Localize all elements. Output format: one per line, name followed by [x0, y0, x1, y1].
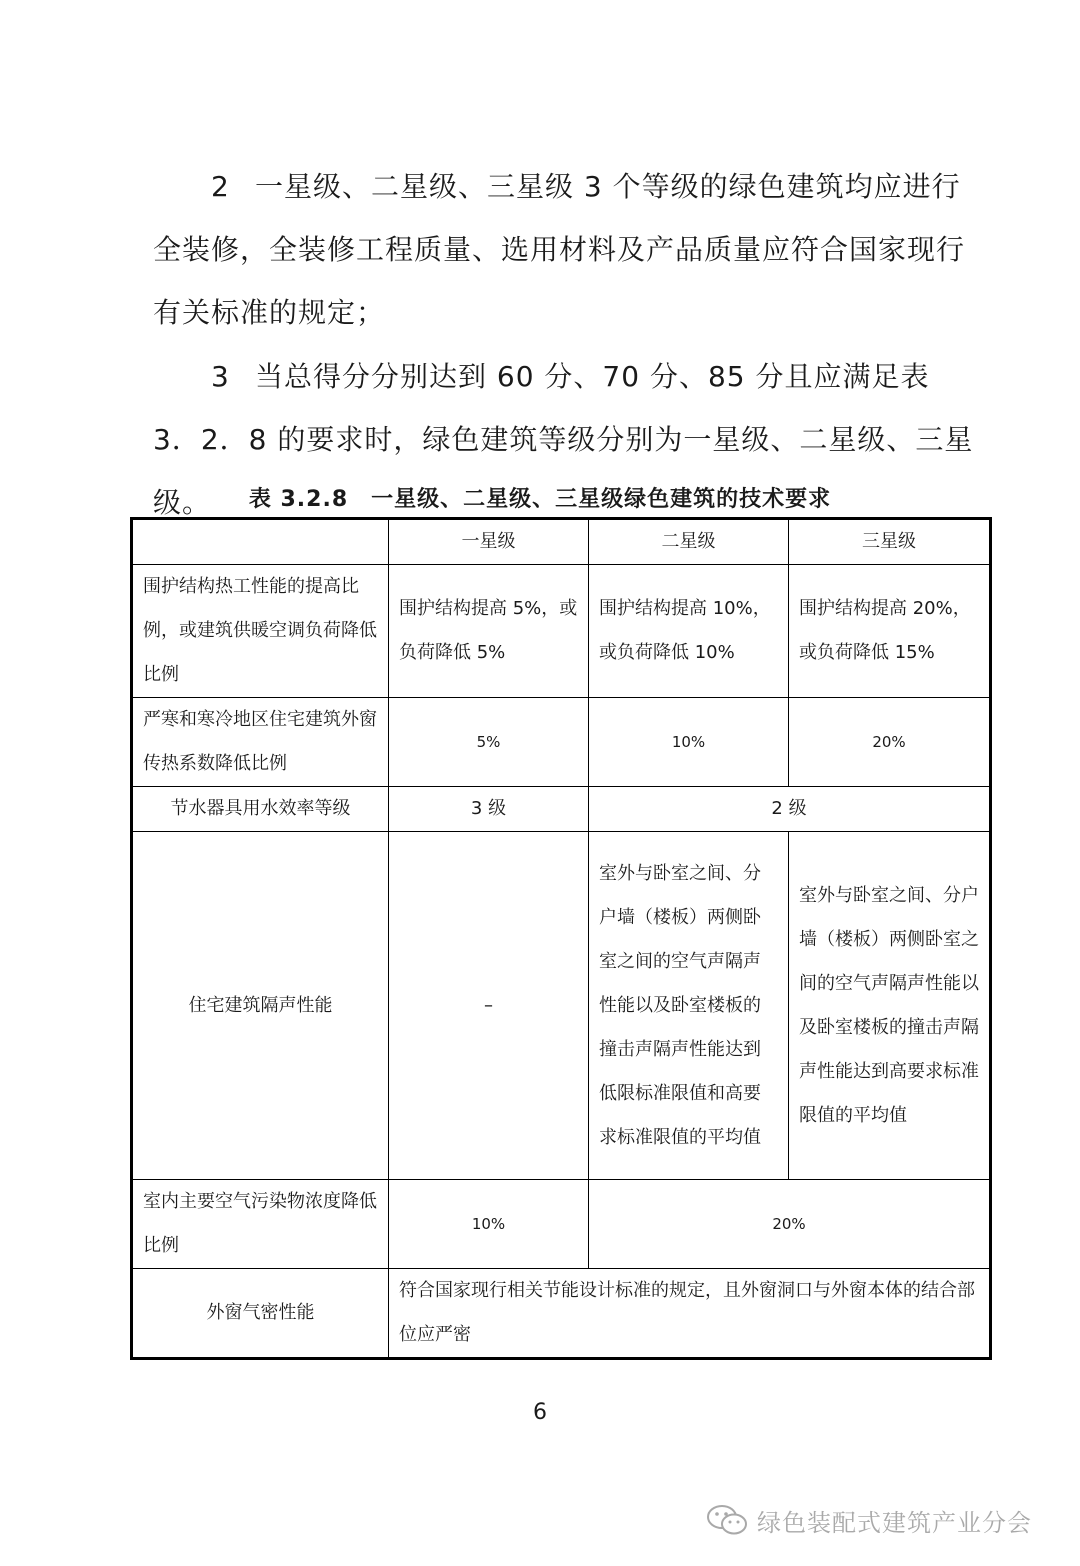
cell-star1: 10%: [389, 1180, 589, 1269]
table-row: [132, 698, 991, 787]
watermark: [705, 1500, 1032, 1540]
table-row: [132, 787, 991, 832]
header-cell-star2: 二星级: [589, 519, 789, 565]
row-label: 室内主要空气污染物浓度降低比例: [132, 1180, 389, 1269]
cell-star2: 室外与卧室之间、分户墙（楼板）两侧卧室之间的空气声隔声性能以及卧室楼板的撞击声隔声性能达到低限标准限值和高要求标准限值的平均值: [589, 832, 789, 1180]
paragraph-item-2: [153, 155, 983, 344]
paragraph-number: 2: [211, 170, 230, 203]
cell-star2-3: 2 级: [589, 787, 991, 832]
paragraph-text: 一星级、二星级、三星级 3 个等级的绿色建筑均应进行全装修，全装修工程质量、选用材料及产品质量应符合国家现行有关标准的规定；: [153, 170, 966, 329]
header-cell-empty: [132, 519, 389, 565]
row-label: 住宅建筑隔声性能: [132, 832, 389, 1180]
table-header-row: [132, 519, 991, 565]
table-row: [132, 832, 991, 1180]
table-row: [132, 1180, 991, 1269]
requirements-table: [130, 517, 992, 1360]
row-label: 外窗气密性能: [132, 1269, 389, 1359]
page-number: 6: [533, 1400, 547, 1425]
cell-star3: 20%: [789, 698, 991, 787]
cell-star1: 5%: [389, 698, 589, 787]
cell-star3: 室外与卧室之间、分户墙（楼板）两侧卧室之间的空气声隔声性能以及卧室楼板的撞击声隔声性能达到高要求标准限值的平均值: [789, 832, 991, 1180]
table-caption: 表 3.2.8 一星级、二星级、三星级绿色建筑的技术要求: [248, 487, 832, 512]
wechat-icon: [705, 1503, 751, 1537]
cell-star2: 10%: [589, 698, 789, 787]
cell-star1: 围护结构提高 5%，或负荷降低 5%: [389, 565, 589, 698]
header-cell-star1: 一星级: [389, 519, 589, 565]
row-label: 围护结构热工性能的提高比例，或建筑供暖空调负荷降低比例: [132, 565, 389, 698]
cell-star1: 3 级: [389, 787, 589, 832]
cell-star2: 围护结构提高 10%，或负荷降低 10%: [589, 565, 789, 698]
cell-star3: 围护结构提高 20%，或负荷降低 15%: [789, 565, 991, 698]
cell-star1: –: [389, 832, 589, 1180]
row-label: 严寒和寒冷地区住宅建筑外窗传热系数降低比例: [132, 698, 389, 787]
cell-all: 符合国家现行相关节能设计标准的规定，且外窗洞口与外窗本体的结合部位应严密: [389, 1269, 991, 1359]
table-row: [132, 1269, 991, 1359]
paragraph-text: 当总得分分别达到 60 分、70 分、85 分且应满足表 3．2．8 的要求时，绿色建筑等级分别为一星级、二星级、三星级。: [153, 360, 974, 519]
header-cell-star3: 三星级: [789, 519, 991, 565]
paragraph-number: 3: [211, 360, 230, 393]
table-row: [132, 565, 991, 698]
row-label: 节水器具用水效率等级: [132, 787, 389, 832]
watermark-text: 绿色装配式建筑产业分会: [757, 1508, 1032, 1537]
cell-star2-3: 20%: [589, 1180, 991, 1269]
